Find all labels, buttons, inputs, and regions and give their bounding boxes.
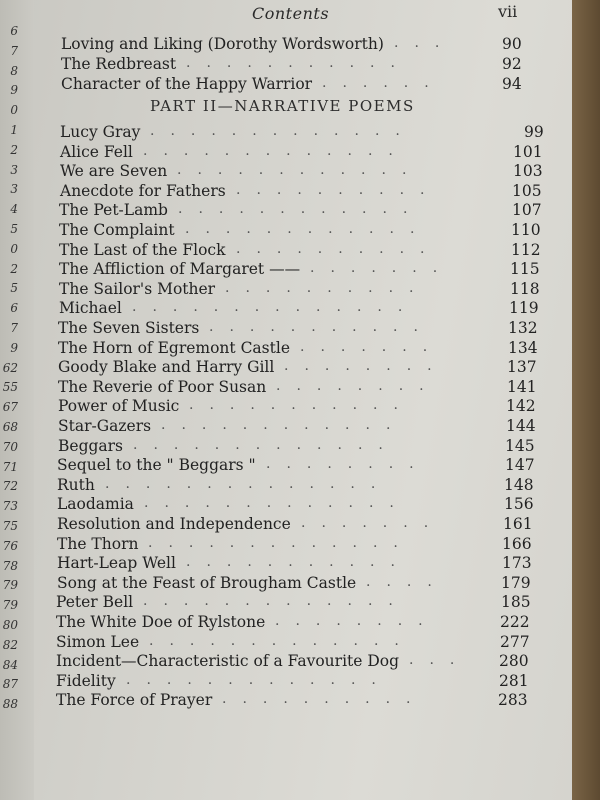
entry-title: The Seven Sisters (58, 319, 200, 337)
leader-dots: ............. (148, 534, 414, 551)
margin-number: 5 (10, 281, 18, 296)
entry-title: The Pet-Lamb (59, 201, 168, 220)
entry-title: Power of Music (58, 397, 180, 416)
running-header-title: Contents (252, 4, 330, 23)
leader-dots: ........ (275, 613, 439, 629)
leader-dots: .......... (225, 279, 430, 296)
contents-entry (58, 397, 536, 417)
margin-number: 79 (2, 598, 18, 613)
margin-number: 73 (2, 499, 18, 514)
margin-number: 71 (2, 459, 18, 474)
contents-entry (59, 221, 541, 241)
contents-entry (61, 75, 522, 95)
margin-number: 82 (2, 637, 18, 652)
margin-number: 79 (2, 578, 18, 593)
entry-page-number: 134 (508, 338, 538, 357)
leader-dots: ....... (300, 338, 444, 355)
leader-dots: ............. (143, 142, 409, 159)
entry-title: The Sailor's Mother (59, 279, 216, 298)
contents-entry (58, 378, 537, 398)
entry-title: Beggars (58, 436, 124, 455)
margin-number: 67 (2, 400, 18, 415)
contents-entry (58, 358, 537, 378)
leader-dots: .......... (236, 181, 441, 198)
book-edge (572, 0, 600, 800)
margin-number: 62 (2, 360, 18, 375)
leader-dots: ...... (322, 75, 445, 91)
entry-page-number: 281 (499, 671, 529, 690)
contents-entry (57, 574, 531, 594)
contents-entry (59, 260, 540, 280)
entry-page-number: 222 (500, 613, 530, 631)
entry-title: Fidelity (56, 671, 116, 690)
entry-page-number: 166 (502, 534, 532, 553)
margin-number: 5 (10, 222, 18, 236)
margin-number: 55 (2, 380, 18, 395)
entry-page-number: 112 (511, 240, 541, 259)
leader-dots: ....... (310, 260, 454, 277)
contents-entry (56, 691, 528, 711)
entry-page-number: 94 (502, 75, 522, 93)
contents-entry (57, 456, 535, 476)
leader-dots: ........... (209, 319, 434, 335)
contents-entry (56, 613, 530, 633)
entry-page-number: 156 (504, 495, 534, 514)
leader-dots: ............ (161, 417, 407, 433)
entry-page-number: 137 (507, 358, 537, 377)
margin-number: 88 (2, 697, 18, 712)
contents-entry (56, 593, 531, 613)
margin-number: 76 (2, 538, 18, 553)
margin-number: 2 (10, 142, 18, 157)
margin-number: 3 (10, 182, 18, 197)
margin-number: 2 (10, 261, 18, 276)
leader-dots: .......... (236, 240, 441, 257)
entry-page-number: 105 (512, 181, 542, 200)
entry-page-number: 107 (512, 201, 542, 220)
margin-number: 70 (2, 439, 18, 454)
margin-number: 7 (10, 321, 18, 335)
contents-entry (57, 535, 532, 555)
entry-title: Lucy Gray (60, 123, 141, 141)
entry-page-number: 142 (506, 397, 536, 416)
contents-entry (60, 143, 543, 163)
entry-page-number: 280 (499, 652, 529, 671)
leader-dots: ............. (126, 671, 392, 688)
contents-entry (57, 495, 534, 515)
part-heading: PART II—NARRATIVE POEMS (150, 97, 415, 115)
leader-dots: .... (366, 573, 448, 590)
entry-title: Laodamia (57, 495, 134, 514)
entry-title: Simon Lee (56, 632, 140, 651)
contents-entry (58, 437, 535, 457)
header-page-number: vii (498, 2, 518, 21)
contents-entry (59, 299, 539, 319)
contents-entry (56, 652, 529, 672)
leader-dots: ............. (143, 593, 409, 610)
leader-dots: ............. (149, 632, 415, 649)
contents-entry (58, 339, 538, 359)
leader-dots: ............ (177, 162, 423, 179)
entry-title: We are Seven (60, 162, 168, 181)
entry-title: Goody Blake and Harry Gill (58, 358, 275, 377)
entry-page-number: 144 (506, 417, 536, 435)
margin-number: 9 (10, 340, 18, 355)
entry-title: Sequel to the " Beggars " (57, 456, 256, 475)
leader-dots: .............. (105, 475, 392, 492)
entry-title: The Last of the Flock (59, 240, 226, 259)
leader-dots: ........ (276, 377, 440, 394)
margin-number: 75 (2, 519, 18, 533)
contents-entry (56, 633, 530, 653)
margin-number: 78 (2, 558, 18, 573)
entry-title: The Redbreast (61, 55, 177, 73)
margin-number: 3 (10, 162, 18, 177)
leader-dots: ....... (301, 515, 445, 531)
entry-page-number: 161 (503, 515, 533, 533)
entry-title: Song at the Feast of Brougham Castle (57, 573, 357, 592)
entry-page-number: 277 (500, 632, 530, 651)
entry-title: The Affliction of Margaret —— (59, 260, 301, 279)
entry-page-number: 283 (498, 691, 528, 710)
contents-entry (58, 319, 538, 339)
entry-title: Alice Fell (60, 142, 133, 161)
entry-title: Resolution and Independence (57, 515, 291, 533)
entry-page-number: 118 (510, 279, 540, 298)
contents-entry (58, 417, 536, 437)
entry-page-number: 119 (509, 299, 539, 318)
entry-page-number: 101 (513, 142, 543, 161)
margin-number: 6 (10, 301, 18, 316)
contents-entry (60, 182, 542, 202)
margin-number: 7 (10, 43, 18, 58)
leader-dots: ............ (185, 221, 431, 237)
leader-dots: ........... (189, 397, 414, 414)
entry-title: The Horn of Egremont Castle (58, 338, 290, 357)
margin-number: 0 (10, 241, 18, 256)
leader-dots: ........... (186, 55, 411, 71)
leader-dots: ... (409, 652, 471, 669)
entry-title: Incident—Characteristic of a Favourite Dog (56, 652, 400, 671)
entry-page-number: 145 (505, 436, 535, 455)
margin-number: 87 (2, 677, 18, 692)
entry-title: Star-Gazers (58, 417, 152, 435)
margin-number: 6 (10, 24, 18, 38)
contents-entry (57, 476, 534, 496)
leader-dots: .......... (222, 691, 427, 708)
leader-dots: ... (394, 35, 456, 51)
leader-dots: ............. (150, 123, 416, 139)
margin-number: 0 (10, 103, 18, 118)
entry-page-number: 185 (501, 593, 531, 612)
contents-entry (61, 35, 522, 55)
entry-title: The Complaint (59, 221, 175, 239)
leader-dots: ........ (284, 358, 448, 375)
entry-page-number: 90 (502, 35, 522, 53)
entry-page-number: 110 (511, 221, 541, 239)
entry-title: The White Doe of Rylstone (56, 613, 266, 631)
entry-title: Anecdote for Fathers (60, 181, 226, 200)
leader-dots: ............ (178, 201, 424, 218)
contents-entry (60, 123, 544, 143)
entry-title: Hart-Leap Well (57, 554, 176, 573)
contents-entry (57, 554, 532, 574)
entry-page-number: 173 (502, 554, 532, 573)
leader-dots: .............. (132, 299, 419, 316)
contents-entry (57, 515, 533, 535)
entry-title: Ruth (57, 475, 95, 494)
entry-page-number: 147 (505, 456, 535, 475)
leader-dots: ........ (266, 456, 430, 473)
contents-entry (60, 162, 543, 182)
margin-number: 80 (2, 618, 18, 632)
entry-title: Character of the Happy Warrior (61, 75, 313, 93)
entry-page-number: 148 (504, 475, 534, 494)
entry-title: Michael (59, 299, 122, 318)
entry-page-number: 99 (524, 123, 544, 141)
contents-entry (59, 201, 542, 221)
entry-title: The Reverie of Poor Susan (58, 377, 267, 396)
margin-number: 72 (2, 479, 18, 494)
contents-entry (56, 672, 529, 692)
entry-title: Loving and Liking (Dorothy Wordsworth) (61, 35, 384, 53)
contents-entry (59, 241, 541, 261)
leader-dots: ............. (133, 436, 399, 453)
entry-page-number: 132 (508, 319, 538, 337)
margin-number: 8 (10, 63, 18, 78)
entry-title: Peter Bell (56, 593, 134, 612)
entry-title: The Thorn (57, 534, 139, 553)
entry-page-number: 103 (513, 162, 543, 181)
entry-page-number: 115 (510, 260, 540, 279)
entry-page-number: 179 (501, 573, 531, 592)
margin-number: 9 (10, 83, 18, 98)
margin-number: 84 (2, 657, 18, 672)
margin-number: 1 (10, 123, 18, 137)
margin-number: 68 (2, 420, 18, 434)
contents-entry (61, 55, 522, 75)
entry-page-number: 92 (502, 55, 522, 73)
entry-page-number: 141 (507, 377, 537, 396)
margin-number: 4 (10, 202, 18, 217)
contents-entry (59, 280, 540, 300)
entry-title: The Force of Prayer (56, 691, 213, 710)
leader-dots: ........... (186, 554, 411, 571)
leader-dots: ............. (144, 495, 410, 512)
